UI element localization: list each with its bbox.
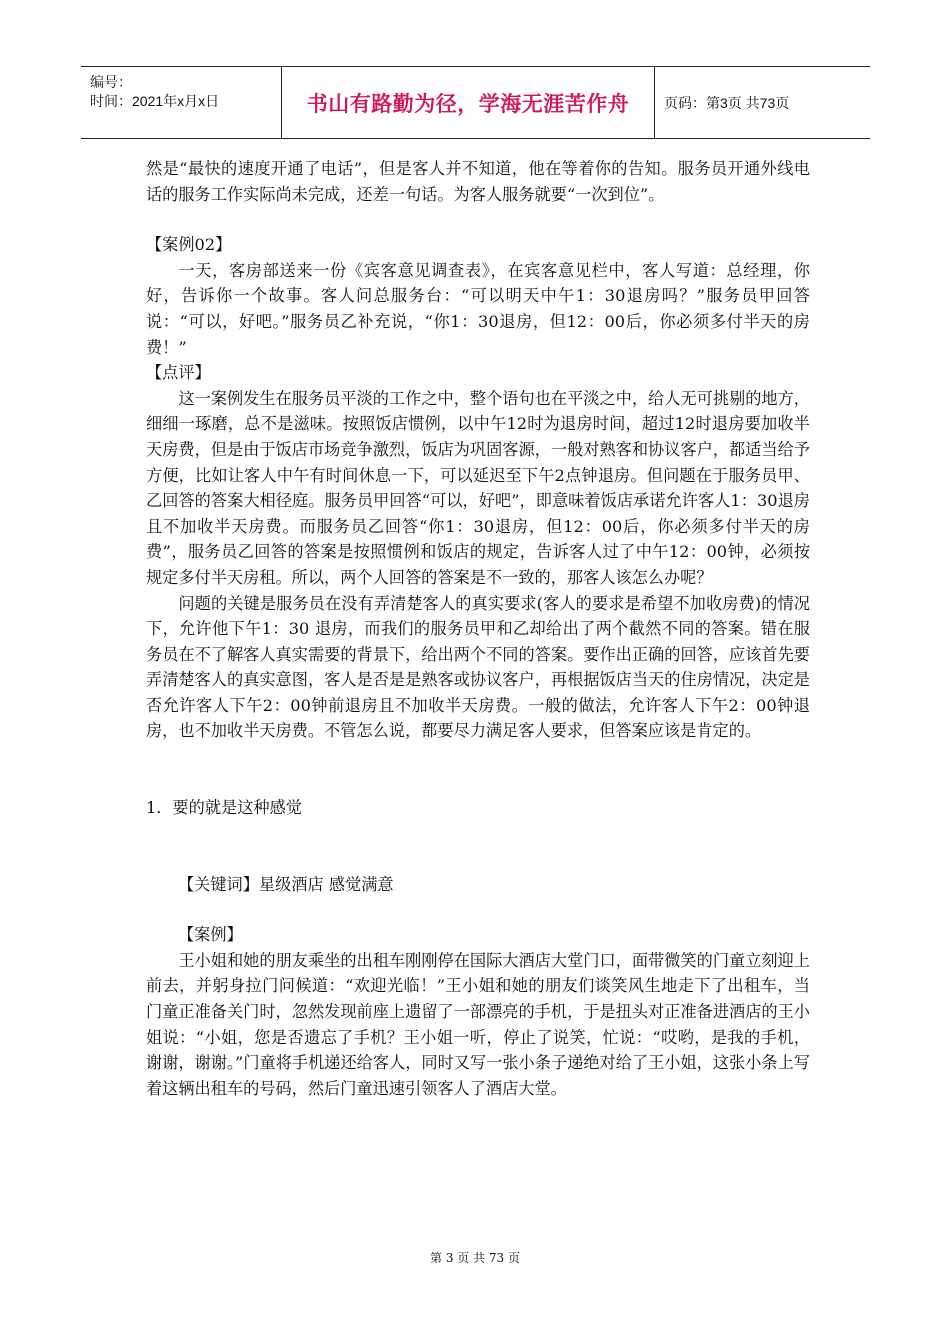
case02-heading: 【案例02】: [146, 235, 232, 255]
review-paragraph-1: 这一案例发生在服务员平淡的工作之中，整个语句也在平淡之中，给人无可挑剔的地方，细细一琢磨，总不是滋味。按照饭店惯例，以中午12时为退房时间，超过12时退房要加收半天房费，但是由于饭店市场竞争激烈，饭店为巩固客源，一般对熟客和协议客户，都适当给予方便，比如让客人中午有时间休息一下，可以延迟至下午2点钟退房。但问题在于服务员甲、乙回答的答案大相径庭。服务员甲回答“可以，好吧”，即意味着饭店承诺允许客人1：30退房且不加收半天房费。而服务员乙回答“你1：30退房，但12：00后，你必须多付半天的房费”，服务员乙回答的答案是按照惯例和饭店的规定，告诉客人过了中午12：00钟，必须按规定多付半天房租。所以，两个人回答的答案是不一致的，那客人该怎么办呢？: [146, 388, 810, 587]
case-heading: 【案例】: [178, 925, 243, 945]
header-motto: 书山有路勤为径，学海无涯苦作舟: [282, 67, 655, 138]
document-date: 时间：2021年x月x日: [90, 93, 220, 109]
case02-paragraph: 一天，客房部送来一份《宾客意见调查表》，在宾客意见栏中，客人写道：总经理，你好，告诉你一个故事。客人问总服务台：“可以明天中午1：30退房吗？”服务员甲回答说：“可以，好吧。”服务员乙补充说，“你1：30退房，但12：00后，你必须多付半天的房费！”: [146, 260, 810, 357]
header-meta: [81, 67, 282, 138]
case-paragraph: 王小姐和她的朋友乘坐的出租车刚刚停在国际大酒店大堂门口，面带微笑的门童立刻迎上前去，并躬身拉门问候道：“欢迎光临！”王小姐和她的朋友们谈笑风生地走下了出租车，当门童正准备关门时，忽然发现前座上遗留了一部漂亮的手机，于是扭头对正准备进酒店的王小姐说：“小姐，您是否遗忘了手机？王小姐一听，停止了说笑，忙说：“哎哟，是我的手机，谢谢，谢谢。”门童将手机递还给客人，同时又写一张小条子递绝对给了王小姐，这张小条上写着这辆出租车的号码，然后门童迅速引领客人了酒店大堂。: [146, 950, 810, 1098]
page-footer: 第 3 页 共 73 页: [430, 1251, 520, 1265]
intro-paragraph: 然是“最快的速度开通了电话”，但是客人并不知道，他在等着你的告知。服务员开通外线电话的服务工作实际尚未完成，还差一句话。为客人服务就要“一次到位”。: [146, 159, 810, 204]
review-paragraph-2: 问题的关键是服务员在没有弄清楚客人的真实要求(客人的要求是希望不加收房费)的情况下，允许他下午1：30 退房，而我们的服务员甲和乙却给出了两个截然不同的答案。错在服务员在不了解客人真实需要的背景下，给出两个不同的答案。要作出正确的回答，应该首先要弄清楚客人的真实意图，客人是否是是熟客或协议客户，再根据饭店当天的住房情况，决定是否允许客人下午2：00钟前退房且不加收半天房费。一般的做法，允许客人下午2：00钟退房，也不加收半天房费。不管怎么说，都要尽力满足客人要求，但答案应该是肯定的。: [146, 593, 810, 741]
header-page-info: 页码：第3页 共73页: [664, 94, 790, 111]
document-body: [146, 156, 810, 1101]
document-number-label: 编号：: [90, 74, 132, 90]
review-heading: 【点评】: [146, 363, 211, 383]
page-header: [81, 66, 870, 139]
keywords-line: 【关键词】星级酒店 感觉满意: [178, 874, 394, 894]
section-title: 1．要的就是这种感觉: [146, 798, 302, 818]
